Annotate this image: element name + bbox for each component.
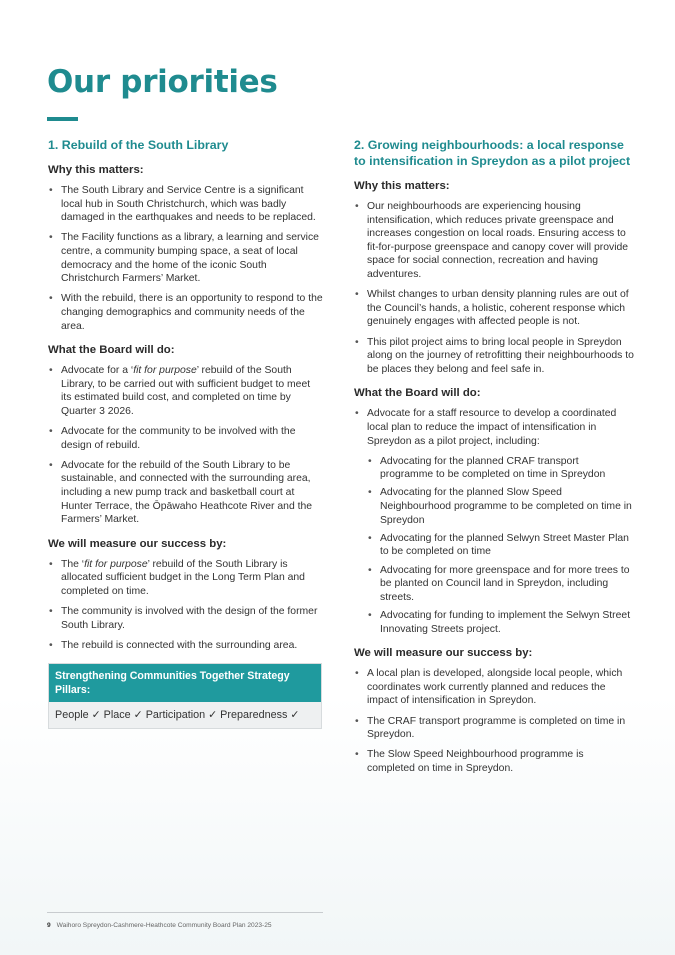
list-item: • Advocate for the rebuild of the South Library to be sustainable, and connected with the surrounding area, including a new pump track and basketball court at Hunter Terrace, the Ōpāwaho Heathcote River and the Farmers’ Market. [48,459,323,527]
sub-list-item: • Advocating for more greenspace and for more trees to be planted on Council land in Spreydon, including streets. [367,564,634,605]
list-text: Advocate for a ‘ [61,365,134,377]
list-item: • The Facility functions as a library, a learning and service centre, a community bumping space, a seat of local democracy and the home of the iconic South Christchurch Farmers’ Market. [48,231,323,285]
page-title: Our priorities [47,64,278,100]
page-number: 9 [47,922,51,929]
why-matters-heading: Why this matters: [354,180,450,192]
section-heading-growing-neighbourhoods: 2. Growing neighbourhoods: a local response to intensification in Spreydon as a pilot project [354,138,631,168]
why-matters-list [48,184,323,333]
strategy-pillars-box [48,663,322,729]
measure-success-heading: We will measure our success by: [354,647,533,660]
emphasis-text: fit for purpose [84,558,148,570]
list-item: • The CRAF transport programme is completed on time in Spreydon. [354,715,634,742]
why-matters-heading: Why this matters: [48,164,144,176]
list-item: • Whilst changes to urban density planning rules are out of the Council’s hands, a holistic, coherent response which genuinely engages with affected people is not. [354,288,634,329]
left-column [48,137,323,729]
list-item: • This pilot project aims to bring local people in Spreydon along on the journey of retrofitting their neighbourhoods to be places they belong and feel safe in. [354,336,634,377]
why-matters-list [354,200,634,376]
emphasis-text: fit for purpose [133,365,197,377]
sub-list-item: • Advocating for the planned Selwyn Street Master Plan to be completed on time [367,532,634,559]
list-item: • A local plan is developed, alongside local people, which coordinates work currently planned and reduces the impact of intensification in Spreydon. [354,667,634,708]
list-item: • With the rebuild, there is an opportunity to respond to the changing demographics and community needs of the area. [48,292,323,333]
measure-success-list [48,558,323,653]
list-item: • The South Library and Service Centre is a significant local hub in South Christchurch, which was badly damaged in the earthquakes and needs to be replaced. [48,184,323,225]
footer-text: Waihoro Spreydon-Cashmere-Heathcote Community Board Plan 2023-25 [56,922,272,929]
sub-list-item: • Advocating for the planned Slow Speed Neighbourhood programme to be completed on time in Spreydon [367,486,634,527]
board-will-do-heading: What the Board will do: [354,387,481,400]
list-item [48,558,323,599]
strategy-pillars-title: Strengthening Communities Together Strategy Pillars: [49,664,321,702]
list-item: • The rebuild is connected with the surrounding area. [48,639,323,653]
strategy-pillars-list: People ✓ Place ✓ Participation ✓ Preparedness ✓ [49,702,321,728]
list-item: • Our neighbourhoods are experiencing housing intensification, which reduces private greenspace and increases congestion on local roads. Ensuring access to fit-for-purpose greenspace and canopy cover will provide space for social connection, recreation and having adventures. [354,200,634,282]
list-item [48,364,323,418]
measure-success-heading: We will measure our success by: [48,537,227,550]
page-footer [47,922,272,929]
measure-success-list [354,667,634,775]
right-column [354,137,634,782]
board-will-do-list [354,407,634,636]
list-item: • Advocate for a staff resource to develop a coordinated local plan to reduce the impact of intensification in Spreydon as a pilot project, including: [354,407,634,448]
list-item: • The community is involved with the design of the former South Library. [48,605,323,632]
board-will-do-list [48,364,323,527]
list-text: ’ rebuild of the South Library is allocated sufficient budget in the Long Term Plan and completed on time. [61,558,305,598]
section-heading-south-library: 1. Rebuild of the South Library [48,138,229,152]
list-item: • The Slow Speed Neighbourhood programme is completed on time in Spreydon. [354,748,634,775]
list-text: ’ rebuild of the South Library, to be carried out with sufficient budget to meet its estimated build cost, and completed on time by Quarter 3 2026. [61,365,311,417]
board-will-do-heading: What the Board will do: [48,344,175,357]
list-text: The ‘ [61,558,85,570]
footer-divider [47,912,323,913]
sub-list-item: • Advocating for funding to implement the Selwyn Street Innovating Streets project. [367,609,634,636]
list-item: • Advocate for the community to be involved with the design of rebuild. [48,425,323,452]
title-underline [47,117,78,121]
sub-list-item: • Advocating for the planned CRAF transport programme to be completed on time in Spreydon [367,455,634,482]
